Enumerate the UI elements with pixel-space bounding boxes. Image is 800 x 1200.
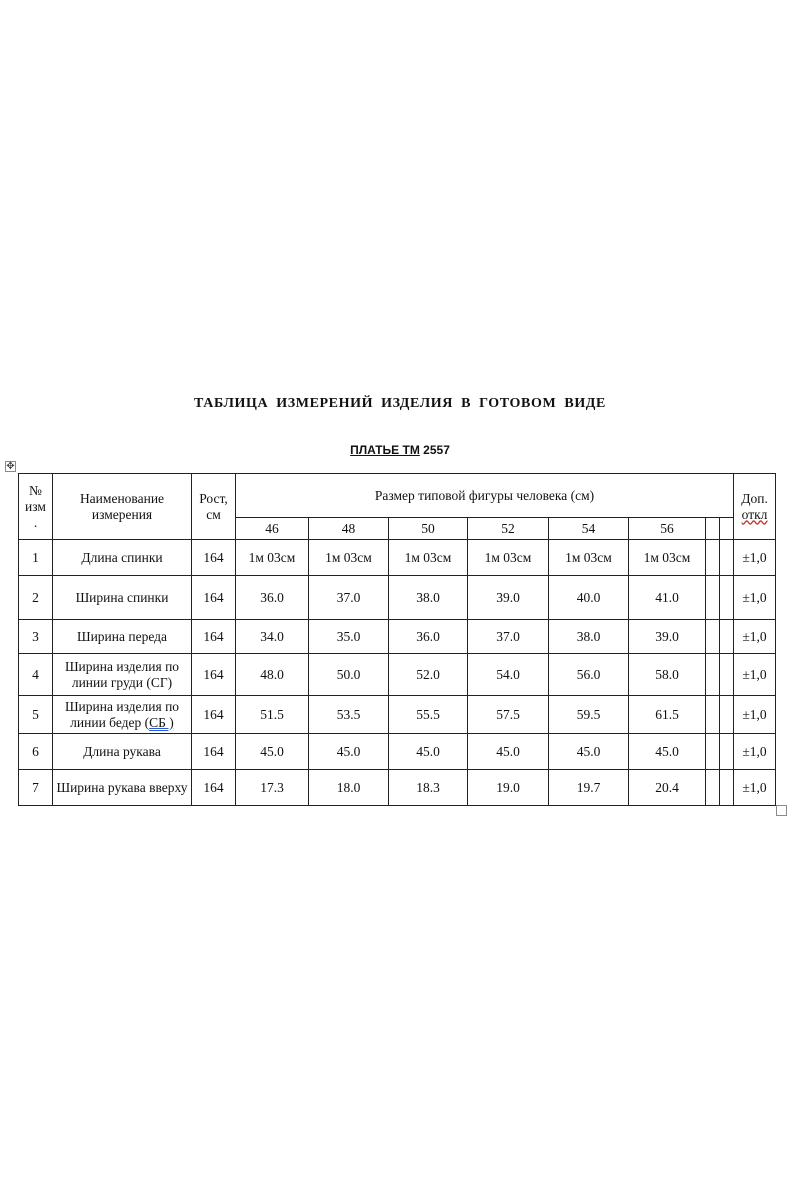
row-value: 38.0 [549,620,629,654]
row-name: Ширина изделия по линии бедер (СБ ) [53,696,192,734]
document-title: ТАБЛИЦА ИЗМЕРЕНИЙ ИЗДЕЛИЯ В ГОТОВОМ ВИДЕ [194,396,606,411]
empty-cell [720,540,734,576]
row-value: 36.0 [236,576,309,620]
row-value: 45.0 [468,734,549,770]
size-header: 46 [236,518,309,540]
row-value: 54.0 [468,654,549,696]
table-row [19,620,776,654]
row-value: 1м 03см [629,540,706,576]
row-value: 1м 03см [468,540,549,576]
row-value: 48.0 [236,654,309,696]
empty-cell [720,576,734,620]
empty-cell [720,770,734,806]
empty-cell [706,540,720,576]
row-value: 45.0 [389,734,468,770]
table-row [19,576,776,620]
row-value: 45.0 [309,734,389,770]
row-num: 2 [19,576,53,620]
row-value: 39.0 [629,620,706,654]
row-height: 164 [192,540,236,576]
row-height: 164 [192,770,236,806]
table-row [19,770,776,806]
row-value: 37.0 [468,620,549,654]
row-value: 52.0 [389,654,468,696]
table-row [19,540,776,576]
header-num: № изм . [19,474,53,540]
size-header: 54 [549,518,629,540]
row-value: 1м 03см [389,540,468,576]
table-resize-handle-icon[interactable] [776,805,787,816]
row-value: 51.5 [236,696,309,734]
row-value: 41.0 [629,576,706,620]
row-num: 7 [19,770,53,806]
row-name: Ширина спинки [53,576,192,620]
row-value: 58.0 [629,654,706,696]
empty-cell [706,734,720,770]
empty-cell [720,654,734,696]
row-value: 40.0 [549,576,629,620]
table-header-row [19,474,776,518]
row-name: Длина рукава [53,734,192,770]
size-header: 56 [629,518,706,540]
table-move-handle-icon[interactable]: ✥ [6,461,15,472]
row-num: 4 [19,654,53,696]
row-value: 34.0 [236,620,309,654]
row-value: 18.3 [389,770,468,806]
row-height: 164 [192,696,236,734]
row-value: 50.0 [309,654,389,696]
product-name: ПЛАТЬЕ ТМ [350,443,420,457]
row-num: 3 [19,620,53,654]
row-value: 56.0 [549,654,629,696]
header-tolerance: Доп. откл [734,474,776,540]
row-tolerance: ±1,0 [734,620,776,654]
row-value: 19.7 [549,770,629,806]
empty-cell [720,620,734,654]
row-tolerance: ±1,0 [734,540,776,576]
row-value: 45.0 [629,734,706,770]
empty-cell [706,576,720,620]
row-value: 17.3 [236,770,309,806]
row-value: 59.5 [549,696,629,734]
row-value: 45.0 [236,734,309,770]
row-name: Ширина рукава вверху [53,770,192,806]
row-value: 38.0 [389,576,468,620]
row-tolerance: ±1,0 [734,696,776,734]
row-value: 19.0 [468,770,549,806]
row-tolerance: ±1,0 [734,654,776,696]
table-row [19,734,776,770]
row-height: 164 [192,654,236,696]
product-code: 2557 [419,443,450,457]
row-value: 20.4 [629,770,706,806]
header-name: Наименование измерения [53,474,192,540]
header-height: Рост, см [192,474,236,540]
row-value: 37.0 [309,576,389,620]
row-tolerance: ±1,0 [734,576,776,620]
row-name: Длина спинки [53,540,192,576]
row-value: 39.0 [468,576,549,620]
row-value: 1м 03см [549,540,629,576]
size-header: 52 [468,518,549,540]
row-num: 1 [19,540,53,576]
row-num: 5 [19,696,53,734]
row-value: 35.0 [309,620,389,654]
row-tolerance: ±1,0 [734,734,776,770]
row-tolerance: ±1,0 [734,770,776,806]
size-header: 48 [309,518,389,540]
table-row [19,654,776,696]
row-value: 1м 03см [236,540,309,576]
row-value: 55.5 [389,696,468,734]
row-value: 53.5 [309,696,389,734]
empty-cell [720,696,734,734]
size-header: 50 [389,518,468,540]
row-height: 164 [192,576,236,620]
empty-cell [706,518,720,540]
empty-cell [706,696,720,734]
empty-cell [706,770,720,806]
row-name: Ширина изделия по линии груди (СГ) [53,654,192,696]
table-row [19,696,776,734]
header-size-group: Размер типовой фигуры человека (см) [236,474,734,518]
row-height: 164 [192,620,236,654]
empty-cell [706,654,720,696]
row-name: Ширина переда [53,620,192,654]
row-value: 57.5 [468,696,549,734]
empty-cell [720,518,734,540]
measurements-table [18,473,776,806]
empty-cell [706,620,720,654]
row-num: 6 [19,734,53,770]
row-value: 45.0 [549,734,629,770]
row-value: 1м 03см [309,540,389,576]
document-subtitle [0,443,800,457]
empty-cell [720,734,734,770]
row-value: 36.0 [389,620,468,654]
row-value: 18.0 [309,770,389,806]
row-height: 164 [192,734,236,770]
row-value: 61.5 [629,696,706,734]
